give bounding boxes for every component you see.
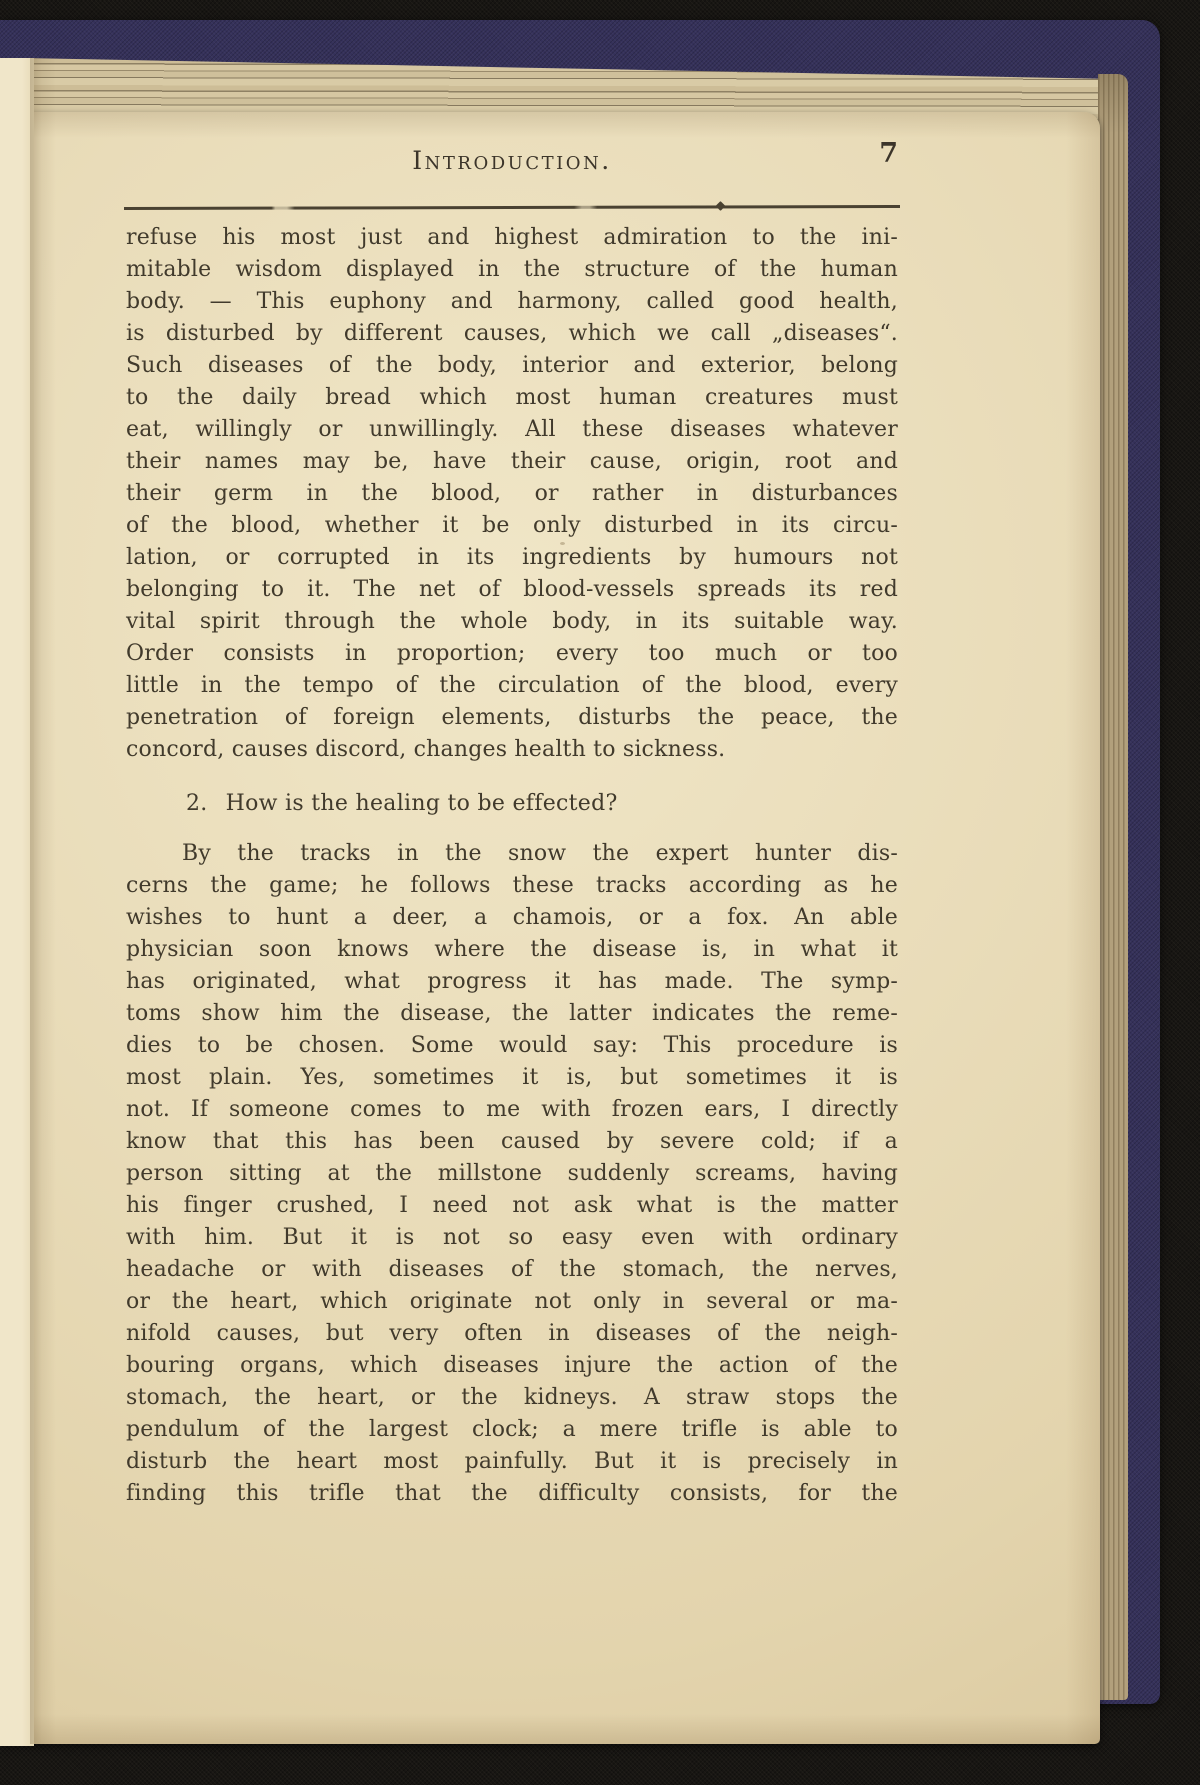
text-line: little in the tempo of the circulation of the blood, every (126, 673, 898, 698)
text-line: person sitting at the millstone suddenly screams, having (126, 1161, 898, 1186)
gutter-crease (30, 58, 56, 1744)
paragraph-introduction-continuation (126, 222, 898, 766)
text-line: of the blood, whether it be only disturbed in its circu- (126, 513, 898, 538)
rule-ornament (716, 201, 726, 211)
paragraph-healing (126, 838, 898, 1510)
text-line: toms show him the disease, the latter indicates the reme- (126, 1001, 898, 1026)
text-line: pendulum of the largest clock; a mere trifle is able to (126, 1417, 898, 1442)
text-line: Order consists in proportion; every too much or too (126, 641, 898, 666)
text-line: physician soon knows where the disease is, in what it (126, 937, 898, 962)
book-page (0, 112, 1100, 1744)
text-line: belonging to it. The net of blood-vessels spreads its red (126, 577, 898, 602)
text-line: their germ in the blood, or rather in disturbances (126, 481, 898, 506)
text-line: mitable wisdom displayed in the structure of the human (126, 257, 898, 282)
text-line: penetration of foreign elements, disturbs the peace, the (126, 705, 898, 730)
text-line: vital spirit through the whole body, in its suitable way. (126, 609, 898, 634)
text-line: their names may be, have their cause, origin, root and (126, 449, 898, 474)
text-line: or the heart, which originate not only in several or ma- (126, 1289, 898, 1314)
text-line: is disturbed by different causes, which we call „diseases“. (126, 321, 898, 346)
page-number: 7 (879, 138, 898, 169)
text-line: know that this has been caused by severe cold; if a (126, 1129, 898, 1154)
text-line: body. — This euphony and harmony, called good health, (126, 289, 898, 314)
header-rule (124, 205, 900, 210)
text-line: bouring organs, which diseases injure the action of the (126, 1353, 898, 1378)
text-line: wishes to hunt a deer, a chamois, or a fox. An able (126, 905, 898, 930)
text-line: with him. But it is not so easy even with ordinary (126, 1225, 898, 1250)
text-line: most plain. Yes, sometimes it is, but sometimes it is (126, 1065, 898, 1090)
text-line: By the tracks in the snow the expert hunter dis- (182, 841, 898, 866)
gutter-page-edge (0, 58, 34, 1746)
section-title: How is the healing to be effected? (225, 791, 618, 816)
text-line: disturb the heart most painfully. But it is precisely in (126, 1449, 898, 1474)
text-line: dies to be chosen. Some would say: This procedure is (126, 1033, 898, 1058)
text-line: finding this trifle that the difficulty consists, for the (126, 1481, 898, 1506)
page-edges-right (1098, 74, 1128, 1700)
section-heading (186, 788, 618, 820)
text-line: concord, causes discord, changes health to sickness. (126, 737, 726, 762)
section-number: 2. (186, 791, 208, 816)
text-line: not. If someone comes to me with frozen ears, I directly (126, 1097, 898, 1122)
text-line: his finger crushed, I need not ask what is the matter (126, 1193, 898, 1218)
text-line: to the daily bread which most human creatures must (126, 385, 898, 410)
text-line: headache or with diseases of the stomach, the nerves, (126, 1257, 898, 1282)
text-line: Such diseases of the body, interior and exterior, belong (126, 353, 898, 378)
page-title: Introduction. (412, 146, 612, 175)
text-line: has originated, what progress it has made. The symp- (126, 969, 898, 994)
text-line: eat, willingly or unwillingly. All these diseases whatever (126, 417, 898, 442)
text-line: nifold causes, but very often in diseases of the neigh- (126, 1321, 898, 1346)
text-line: lation, or corrupted in its ingredients by humours not (126, 545, 898, 570)
text-line: cerns the game; he follows these tracks according as he (126, 873, 898, 898)
text-line: refuse his most just and highest admiration to the ini- (126, 225, 898, 250)
text-line: stomach, the heart, or the kidneys. A straw stops the (126, 1385, 898, 1410)
paper-blemish (560, 542, 565, 545)
